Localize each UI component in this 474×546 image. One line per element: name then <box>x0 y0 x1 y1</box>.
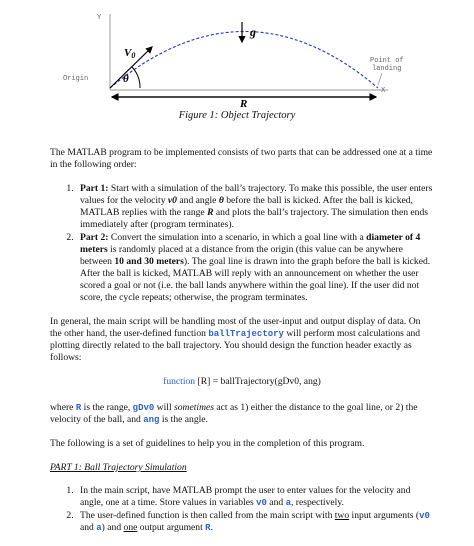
step1-text-a: In the main script, have MATLAB prompt the user to enter values for the velocity and angle, one at a time. Store values in variables <box>80 485 411 508</box>
trajectory-diagram <box>0 0 474 108</box>
part2-item <box>76 232 434 304</box>
step2-text-d: ) and <box>101 522 124 533</box>
figure-caption: Figure 1: Object Trajectory <box>178 110 296 121</box>
y-axis-label: Y <box>97 14 102 22</box>
document-body <box>50 147 434 546</box>
trajectory-figure <box>0 0 474 125</box>
intro-paragraph: The MATLAB program to be implemented consists of two parts that can be addressed one at a time in the following order: <box>50 147 433 170</box>
part2-range: 10 and 30 meters <box>114 256 184 267</box>
part1-item <box>76 183 434 231</box>
step2-item <box>76 510 434 534</box>
part1-text-a: Start with a simulation of the ball’s trajectory. To make this possible, the user enters values for the velocity <box>80 183 433 206</box>
landing-label-line1: Point of <box>370 57 404 65</box>
where-ang: ang <box>143 415 160 425</box>
where-text-b: is the range, <box>81 402 133 413</box>
part2-label: Part 2: <box>80 232 109 243</box>
part1-heading: PART 1: Ball Trajectory Simulation <box>50 462 187 473</box>
part1-R: R <box>207 207 214 218</box>
step1-v0: v0 <box>256 498 267 508</box>
step2-text-f: . <box>210 522 213 533</box>
general-text-a: In general, the main script will be handling most of the user-input and output display of data. On the other hand, the user-defined function <box>50 316 421 339</box>
function-header <box>50 376 434 388</box>
part1-text-c: before the ball is kicked. After the ball is kicked, MATLAB replies with the range <box>80 195 413 218</box>
where-text-c: will <box>154 402 175 413</box>
function-keyword: function <box>163 376 196 387</box>
guidelines-paragraph: The following is a set of guidelines to help you in the completion of this program. <box>50 438 365 449</box>
step2-text-e: output argument <box>137 522 206 533</box>
where-text-e: is the angle. <box>159 414 208 425</box>
general-paragraph <box>50 316 434 364</box>
step2-one: one <box>123 522 138 533</box>
part2-diameter: diameter of 4 meters <box>80 232 421 255</box>
parts-list <box>50 183 434 304</box>
part2-text-a: Convert the simulation into a scenario, in which a goal line with a <box>108 232 367 243</box>
landing-pointer <box>378 73 382 85</box>
step2-two: two <box>334 510 350 521</box>
step2-text-c: and <box>80 522 97 533</box>
step2-v0: v0 <box>419 511 430 521</box>
part2-text-c: ). The goal line is drawn into the graph before the ball is kicked. After the ball is kicked, MATLAB will reply with an announcement on whether the user scored a goal or not (i.e. the ball lands anywhere within the goal line). If the user did not score, the cycle repeats; otherwise, the program terminates. <box>80 256 431 303</box>
steps-list <box>50 485 434 534</box>
angle-arc <box>132 67 140 88</box>
trajectory-curve <box>110 32 378 89</box>
step1-a: a <box>285 498 291 508</box>
part2-text-b: is randomly placed at a distance from the origin (this value can be anywhere between <box>80 244 403 267</box>
angle-label: θ <box>123 73 129 85</box>
part1-text-b: and angle <box>176 195 219 206</box>
where-paragraph <box>50 402 434 426</box>
step2-R: R <box>205 523 211 533</box>
landing-label-line2: landing <box>372 65 402 73</box>
part1-text-d: and plots the ball’s trajectory. The simulation then ends immediately after (program terminates). <box>80 207 428 230</box>
function-name: ballTrajectory <box>208 329 284 339</box>
origin-label: Origin <box>63 75 89 83</box>
x-axis-label: X <box>381 87 386 95</box>
where-R: R <box>75 403 82 413</box>
where-text-a: where <box>50 402 76 413</box>
part1-label: Part 1: <box>80 183 109 194</box>
velocity-label: V0 <box>124 47 136 60</box>
range-label: R <box>240 98 248 108</box>
where-gdv0: gDv0 <box>132 403 155 413</box>
where-sometimes: sometimes <box>174 402 214 413</box>
step1-item <box>76 485 434 509</box>
part1-theta: θ <box>218 195 224 206</box>
part1-v0: v0 <box>167 195 177 206</box>
step1-text-c: , respectively. <box>290 497 344 508</box>
function-signature: [R] = ballTrajectory(gDv0, ang) <box>195 376 321 387</box>
general-text-b: will perform most calculations and plotting directly related to the ball trajectory. You should design the function header exactly as follows: <box>50 328 421 363</box>
step2-text-a: The user-defined function is then called from the main script with <box>80 510 335 521</box>
step1-text-b: and <box>266 497 286 508</box>
step2-text-b: input arguments ( <box>349 510 420 521</box>
gravity-label: g <box>250 25 256 39</box>
where-text-d: act as 1) either the distance to the goal line, or 2) the velocity of the ball, and <box>50 402 418 425</box>
step2-a: a <box>96 523 102 533</box>
